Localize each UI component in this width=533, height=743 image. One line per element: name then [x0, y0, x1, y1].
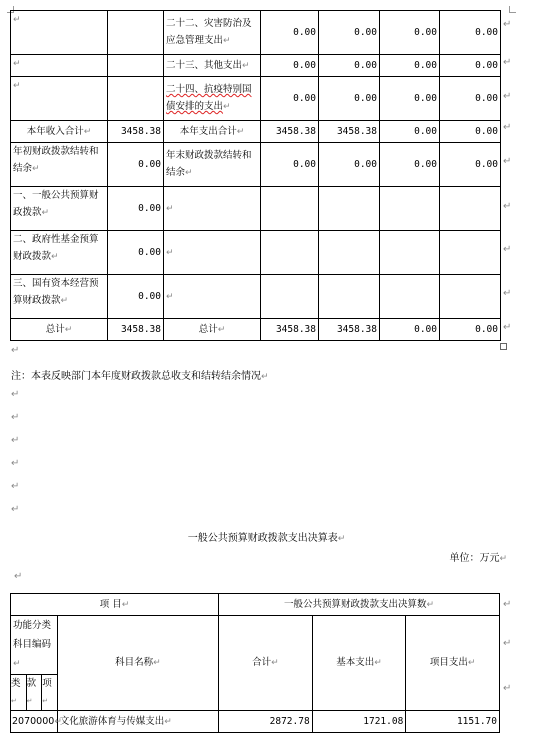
row-name: 文化旅游体育与传媒支出↵ [57, 711, 218, 733]
row-basic: 1721.08 [312, 711, 406, 733]
expense-total: 0.00 [261, 143, 319, 187]
header-item: 项 目↵ [11, 594, 219, 616]
paragraph-mark: ↵ [11, 389, 20, 400]
table-row [11, 319, 501, 341]
expense-c4: 0.00 [440, 55, 501, 77]
header-group: 一般公共预算财政拨款支出决算数↵ [219, 594, 500, 616]
expense-c2: 0.00 [319, 11, 380, 55]
expense-total [261, 275, 319, 319]
row-end-mark: ↵ [503, 57, 512, 68]
code-header: 功能分类科目编码↵ [11, 616, 58, 675]
table-row [11, 187, 501, 231]
expense-c3: 0.00 [380, 319, 440, 341]
paragraph-mark: ↵ [11, 435, 20, 446]
expense-c3: 0.00 [380, 55, 440, 77]
table-resize-handle[interactable] [500, 343, 507, 350]
row-end-mark: ↵ [503, 244, 512, 255]
expense-c2: 3458.38 [319, 121, 380, 143]
expense-label: ↵ [164, 231, 261, 275]
expense-c4: 0.00 [440, 121, 501, 143]
expense-label: 二十三、其他支出↵ [164, 55, 261, 77]
income-amount [108, 11, 164, 55]
expense-c2 [319, 231, 380, 275]
expense-total: 0.00 [261, 77, 319, 121]
expense-label: 年末财政拨款结转和结余↵ [164, 143, 261, 187]
sub-kuan: 款↵ [26, 675, 42, 711]
row-total: 2872.78 [219, 711, 313, 733]
expense-c2 [319, 275, 380, 319]
expense-c3: 0.00 [380, 143, 440, 187]
expense-c3: 0.00 [380, 77, 440, 121]
expense-total [261, 187, 319, 231]
page-corner-mark [509, 6, 516, 13]
expense-total: 3458.38 [261, 121, 319, 143]
expense-c4: 0.00 [440, 11, 501, 55]
income-label: 年初财政拨款结转和结余↵ [11, 143, 108, 187]
expense-label: 本年支出合计↵ [164, 121, 261, 143]
income-amount [108, 55, 164, 77]
row-end-mark: ↵ [503, 683, 512, 694]
fiscal-summary-table [10, 10, 501, 341]
income-amount: 0.00 [108, 143, 164, 187]
income-amount: 0.00 [108, 231, 164, 275]
income-amount: 3458.38 [108, 319, 164, 341]
expense-c2: 0.00 [319, 77, 380, 121]
name-header: 科目名称↵ [57, 616, 218, 711]
expense-total: 0.00 [261, 55, 319, 77]
income-label: 二、政府性基金预算财政拨款↵ [11, 231, 108, 275]
income-label: 一、一般公共预算财政拨款↵ [11, 187, 108, 231]
row-end-mark: ↵ [503, 599, 512, 610]
row-end-mark: ↵ [503, 19, 512, 30]
table-row [11, 77, 501, 121]
row-end-mark: ↵ [503, 156, 512, 167]
income-label: ↵ [11, 77, 108, 121]
expense-total: 0.00 [261, 11, 319, 55]
col-project-header: 项目支出↵ [406, 616, 500, 711]
table-row [11, 143, 501, 187]
expense-c4 [440, 187, 501, 231]
paragraph-mark: ↵ [11, 504, 20, 515]
expense-c2: 0.00 [319, 55, 380, 77]
table-row [11, 275, 501, 319]
expense-c3: 0.00 [380, 11, 440, 55]
expense-c2: 0.00 [319, 143, 380, 187]
row-project: 1151.70 [406, 711, 500, 733]
row-end-mark: ↵ [503, 288, 512, 299]
expenditure-table [10, 593, 500, 733]
income-label: 本年收入合计↵ [11, 121, 108, 143]
expense-label: ↵ [164, 187, 261, 231]
expense-label: 二十四、抗疫特别国债安排的支出↵ [164, 77, 261, 121]
col-basic-header: 基本支出↵ [312, 616, 406, 711]
paragraph-mark: ↵ [11, 481, 20, 492]
table-row [11, 711, 500, 733]
col-total-header: 合计↵ [219, 616, 313, 711]
expense-total [261, 231, 319, 275]
expense-c4: 0.00 [440, 77, 501, 121]
table-row [11, 11, 501, 55]
expense-total: 3458.38 [261, 319, 319, 341]
expense-c3: 0.00 [380, 121, 440, 143]
income-amount: 3458.38 [108, 121, 164, 143]
expense-label: ↵ [164, 275, 261, 319]
expense-label: 二十二、灾害防治及应急管理支出↵ [164, 11, 261, 55]
paragraph-mark: ↵ [11, 345, 20, 356]
unit-label: 单位：万元↵ [449, 553, 507, 564]
expense-c4: 0.00 [440, 143, 501, 187]
expense-c4 [440, 231, 501, 275]
expense-c3 [380, 187, 440, 231]
row-end-mark: ↵ [503, 122, 512, 133]
sub-xiang: 项↵ [42, 675, 58, 711]
income-label: 三、国有资本经营预算财政拨款↵ [11, 275, 108, 319]
income-amount: 0.00 [108, 187, 164, 231]
expense-c3 [380, 231, 440, 275]
paragraph-mark: ↵ [14, 571, 23, 582]
expense-c2 [319, 187, 380, 231]
row-end-mark: ↵ [503, 638, 512, 649]
expense-c4 [440, 275, 501, 319]
income-label: ↵ [11, 55, 108, 77]
income-label: ↵ [11, 11, 108, 55]
income-amount: 0.00 [108, 275, 164, 319]
expense-c2: 3458.38 [319, 319, 380, 341]
paragraph-mark: ↵ [11, 412, 20, 423]
row-code: 2070000↵ [11, 711, 58, 733]
sub-lei: 类↵ [11, 675, 27, 711]
table-row [11, 55, 501, 77]
table-note: 注：本表反映部门本年度财政拨款总收支和结转结余情况↵ [11, 371, 269, 382]
income-amount [108, 77, 164, 121]
table-row [11, 231, 501, 275]
expense-label: 总计↵ [164, 319, 261, 341]
expense-c4: 0.00 [440, 319, 501, 341]
section-title: 一般公共预算财政拨款支出决算表↵ [187, 533, 346, 544]
paragraph-mark: ↵ [11, 458, 20, 469]
row-end-mark: ↵ [503, 201, 512, 212]
expense-c3 [380, 275, 440, 319]
income-label: 总计↵ [11, 319, 108, 341]
row-end-mark: ↵ [503, 91, 512, 102]
table-row [11, 121, 501, 143]
row-end-mark: ↵ [503, 322, 512, 333]
